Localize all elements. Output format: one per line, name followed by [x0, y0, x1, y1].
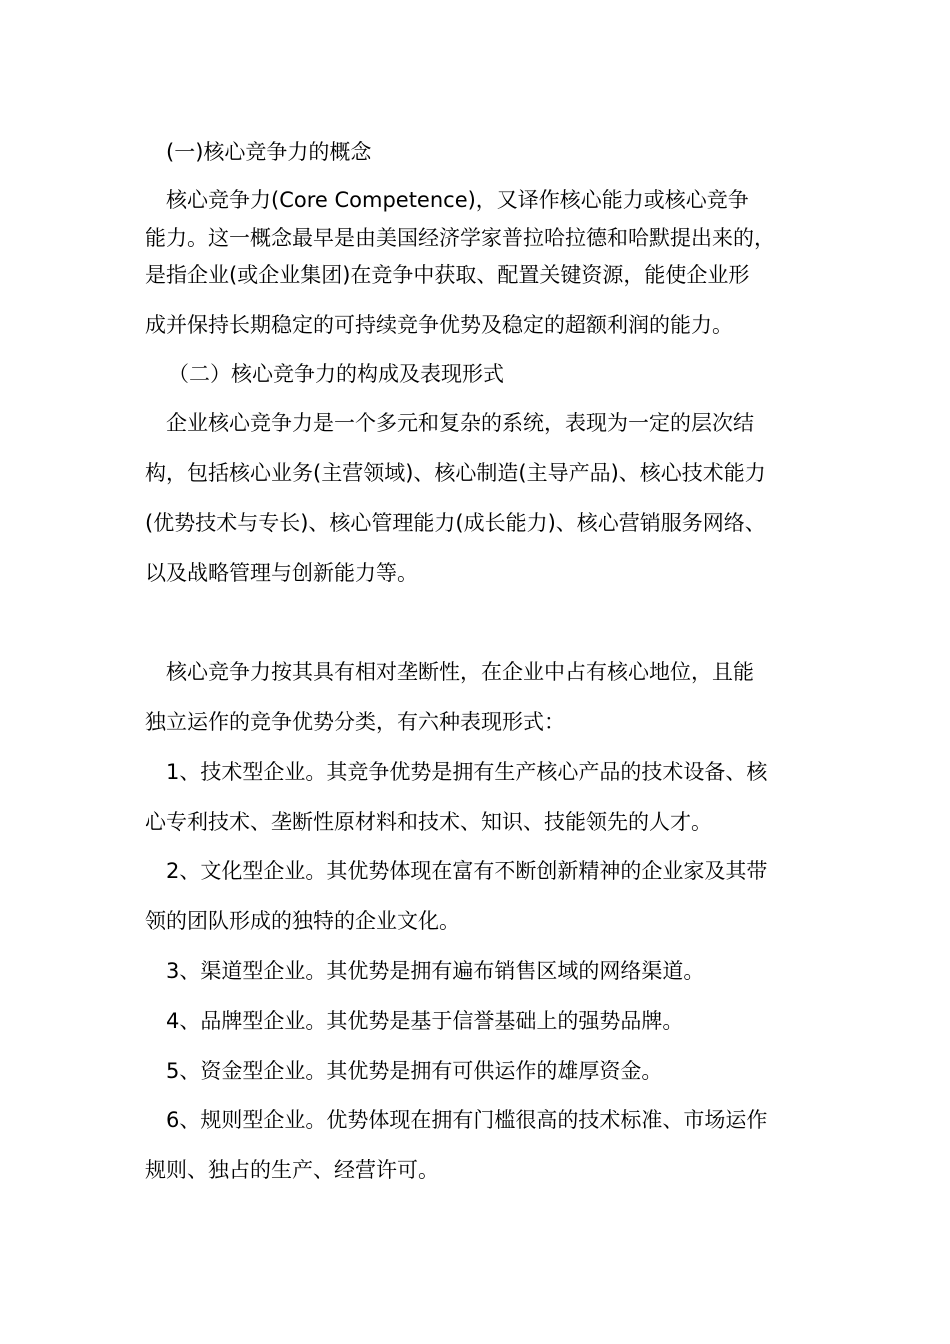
paragraph-line: 成并保持长期稳定的可持续竞争优势及稳定的超额利润的能力。 [145, 313, 733, 337]
list-item-line: 规则、独占的生产、经营许可。 [145, 1158, 439, 1182]
paragraph-line: 企业核心竞争力是一个多元和复杂的系统，表现为一定的层次结 [166, 411, 754, 435]
paragraph-line: 核心竞争力(Core Competence)，又译作核心能力或核心竞争 [166, 188, 749, 212]
paragraph-line: 独立运作的竞争优势分类，有六种表现形式： [145, 710, 565, 734]
section-heading-1: (一)核心竞争力的概念 [166, 140, 372, 164]
paragraph-line: 能力。这一概念最早是由美国经济学家普拉哈拉德和哈默提出来的， [145, 226, 775, 250]
paragraph-line: 核心竞争力按其具有相对垄断性，在企业中占有核心地位，且能 [166, 660, 754, 684]
paragraph-line: 构，包括核心业务(主营领域)、核心制造(主导产品)、核心技术能力 [145, 461, 766, 485]
section-heading-2: （二）核心竞争力的构成及表现形式 [168, 362, 504, 386]
paragraph-line: (优势技术与专长)、核心管理能力(成长能力)、核心营销服务网络、 [145, 511, 766, 535]
list-item-line: 4、品牌型企业。其优势是基于信誉基础上的强势品牌。 [166, 1009, 684, 1033]
list-item-line: 3、渠道型企业。其优势是拥有遍布销售区域的网络渠道。 [166, 959, 705, 983]
list-item-line: 领的团队形成的独特的企业文化。 [145, 909, 460, 933]
list-item-line: 1、技术型企业。其竞争优势是拥有生产核心产品的技术设备、核 [166, 760, 768, 784]
paragraph-line: 以及战略管理与创新能力等。 [145, 561, 418, 585]
paragraph-line: 是指企业(或企业集团)在竞争中获取、配置关键资源，能使企业形 [145, 263, 750, 287]
list-item-line: 心专利技术、垄断性原材料和技术、知识、技能领先的人才。 [145, 810, 712, 834]
list-item-line: 2、文化型企业。其优势体现在富有不断创新精神的企业家及其带 [166, 859, 768, 883]
list-item-line: 6、规则型企业。优势体现在拥有门槛很高的技术标准、市场运作 [166, 1108, 768, 1132]
list-item-line: 5、资金型企业。其优势是拥有可供运作的雄厚资金。 [166, 1059, 663, 1083]
